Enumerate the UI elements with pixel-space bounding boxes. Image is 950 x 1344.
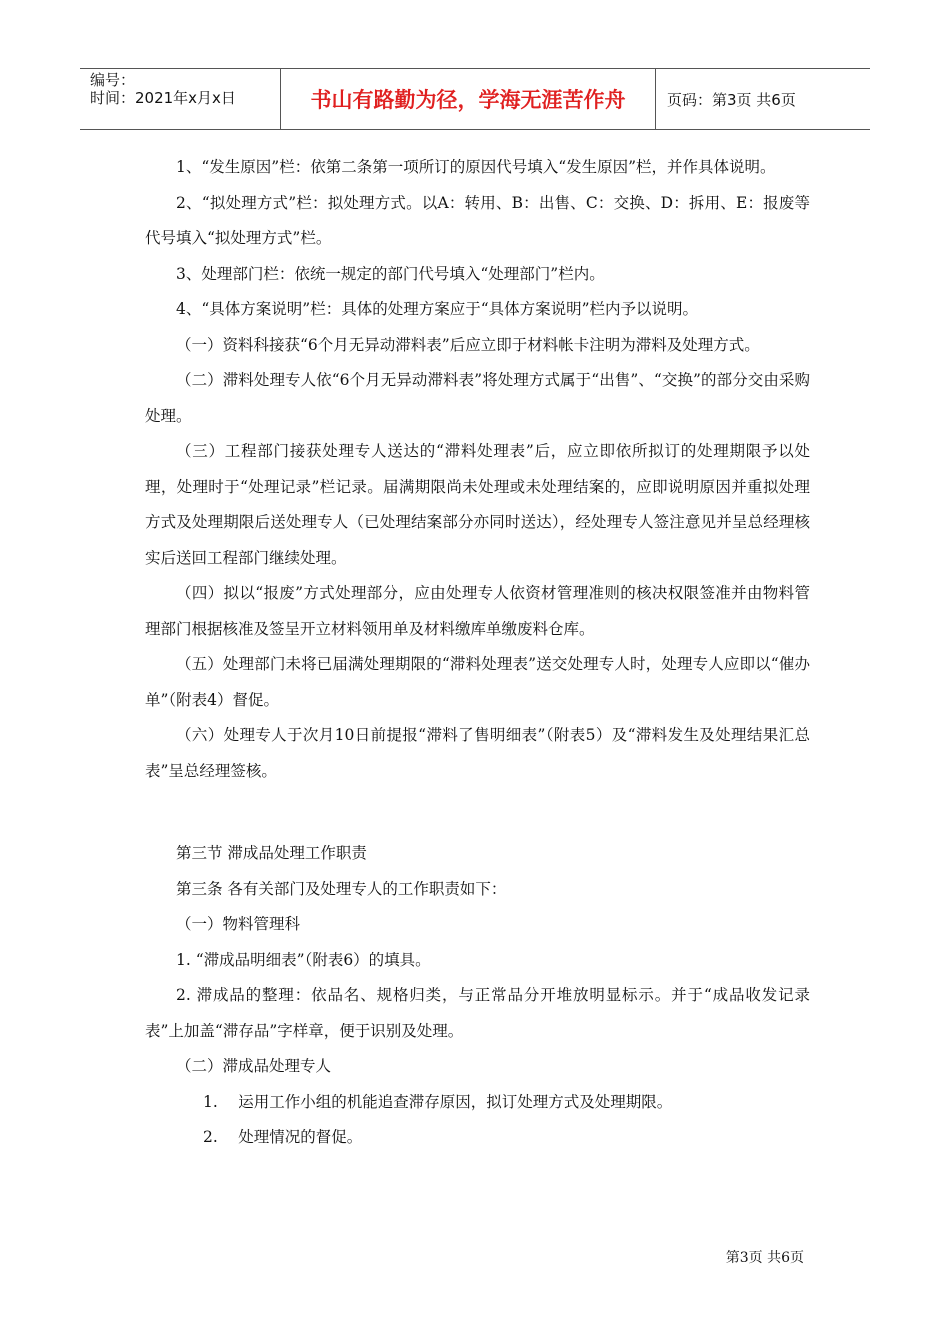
paragraph: （二）滞料处理专人依“6个月无异动滞料表”将处理方式属于“出售”、“交换”的部分交由采购处理。 bbox=[145, 371, 810, 425]
subsection-heading: （二）滞成品处理专人 bbox=[176, 1057, 332, 1075]
list-item: 1. 运用工作小组的机能追查滞存原因，拟订处理方式及处理期限。 bbox=[203, 1092, 673, 1111]
header-motto: 书山有路勤为径，学海无涯苦作舟 bbox=[280, 69, 656, 129]
paragraph: （三）工程部门接获处理专人送达的“滞料处理表”后，应立即依所拟订的处理期限予以处理，处理时于“处理记录”栏记录。届满期限尚未处理或未处理结案的，应即说明原因并重拟处理方式及处理期限后送处理专人（已处理结案部分亦同时送达），经处理专人签注意见并呈总经理核实后送回工程部门继续处理。 bbox=[145, 442, 810, 567]
article-heading: 第三条 各有关部门及处理专人的工作职责如下： bbox=[176, 879, 507, 898]
page-header bbox=[80, 68, 870, 130]
document-date: 时间：2021年x月x日 bbox=[90, 89, 236, 107]
section-heading: 第三节 滞成品处理工作职责 bbox=[176, 844, 367, 862]
document-number-label: 编号： bbox=[90, 71, 136, 89]
paragraph: （六）处理专人于次月10日前提报“滞料了售明细表”（附表5）及“滞料发生及处理结果汇总表”呈总经理签核。 bbox=[145, 726, 810, 780]
header-page-info: 页码：第3页 共6页 bbox=[667, 90, 796, 109]
page-footer: 第3页 共6页 bbox=[725, 1250, 804, 1266]
subsection-heading: （一）物料管理科 bbox=[176, 915, 301, 933]
paragraph: 3、处理部门栏：依统一规定的部门代号填入“处理部门”栏内。 bbox=[176, 264, 605, 283]
list-item: 2. 处理情况的督促。 bbox=[203, 1128, 363, 1146]
paragraph: （五）处理部门未将已届满处理期限的“滞料处理表”送交处理专人时，处理专人应即以“催办单”（附表4）督促。 bbox=[145, 655, 810, 709]
paragraph: 2. 滞成品的整理：依品名、规格归类，与正常品分开堆放明显标示。并于“成品收发记录表”上加盖“滞存品”字样章，便于识别及处理。 bbox=[145, 986, 810, 1040]
paragraph: （四）拟以“报废”方式处理部分，应由处理专人依资材管理准则的核决权限签准并由物料管理部门根据核准及签呈开立材料领用单及材料缴库单缴废料仓库。 bbox=[145, 584, 810, 638]
paragraph: 1、“发生原因”栏：依第二条第一项所订的原因代号填入“发生原因”栏，并作具体说明。 bbox=[176, 158, 776, 176]
document-body bbox=[145, 150, 810, 1156]
paragraph: （一）资料科接获“6个月无异动滞料表”后应立即于材料帐卡注明为滞料及处理方式。 bbox=[176, 335, 760, 354]
paragraph: 4、“具体方案说明”栏：具体的处理方案应于“具体方案说明”栏内予以说明。 bbox=[176, 300, 699, 318]
header-meta bbox=[80, 69, 280, 129]
paragraph: 2、“拟处理方式”栏：拟处理方式。以A：转用、B：出售、C：交换、D：拆用、E：报废等代号填入“拟处理方式”栏。 bbox=[145, 193, 810, 247]
paragraph: 1. “滞成品明细表”（附表6）的填具。 bbox=[176, 950, 431, 969]
